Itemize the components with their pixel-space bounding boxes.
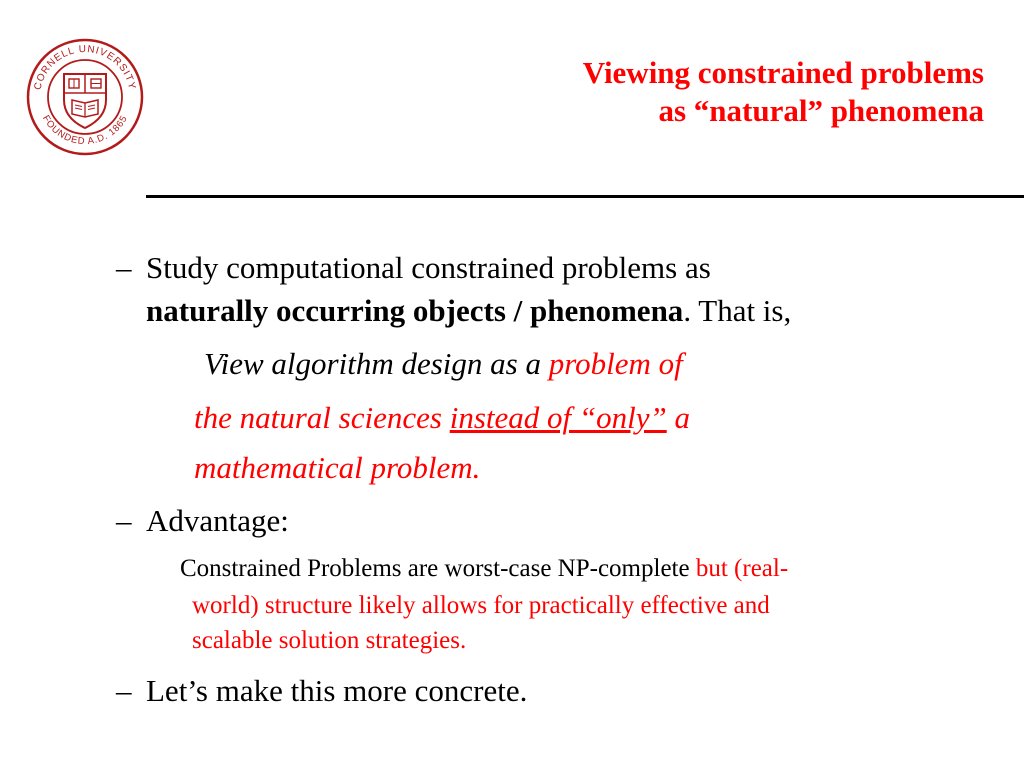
advantage-text-black: Constrained Problems are worst-case NP-complete [180,555,696,582]
advantage-text-red-2: world) structure likely allows for practically effective and [192,592,770,619]
bullet-1-line-1 [146,250,711,286]
svg-text:FOUNDED A.D. 1865: FOUNDED A.D. 1865 [39,113,131,148]
problem-of-text: problem of [548,346,683,381]
instead-of-only-text: instead of “only” [449,400,667,435]
bullet-1-after-bold: . That is, [683,293,792,328]
bullet-1-bold: naturally occurring objects / phenomena [146,293,684,328]
title-line-2: as “natural” phenomena [658,93,984,128]
a-text: a [666,400,690,435]
bullet-1-line-2 [146,293,791,329]
advantage-line-2 [192,590,770,622]
bullet-1-math-line [194,450,480,486]
bullet-dash: – [116,673,132,708]
view-text: View algorithm design as a [204,346,549,381]
advantage-text-red-1: but (real- [695,555,789,582]
concrete-text: Let’s make this more concrete. [146,673,528,708]
bullet-1-view-line [204,346,683,382]
bullet-2-label [146,503,289,539]
mathematical-problem-text: mathematical problem. [194,450,481,485]
natural-sciences-text: the natural sciences [194,400,450,435]
advantage-label: Advantage: [146,503,289,538]
bullet-dash: – [116,250,132,285]
title-line-1: Viewing constrained problems [582,55,984,90]
bullet-3-line [146,673,527,709]
svg-text:CORNELL UNIVERSITY: CORNELL UNIVERSITY [32,43,138,92]
bullet-1-natural-line [194,400,690,436]
bullet-1-text: Study computational constrained problems as [146,250,711,285]
advantage-text-red-3: scalable solution strategies. [192,627,467,654]
advantage-line-3 [192,625,466,657]
advantage-line-1 [180,553,788,585]
bullet-dash: – [116,503,132,538]
